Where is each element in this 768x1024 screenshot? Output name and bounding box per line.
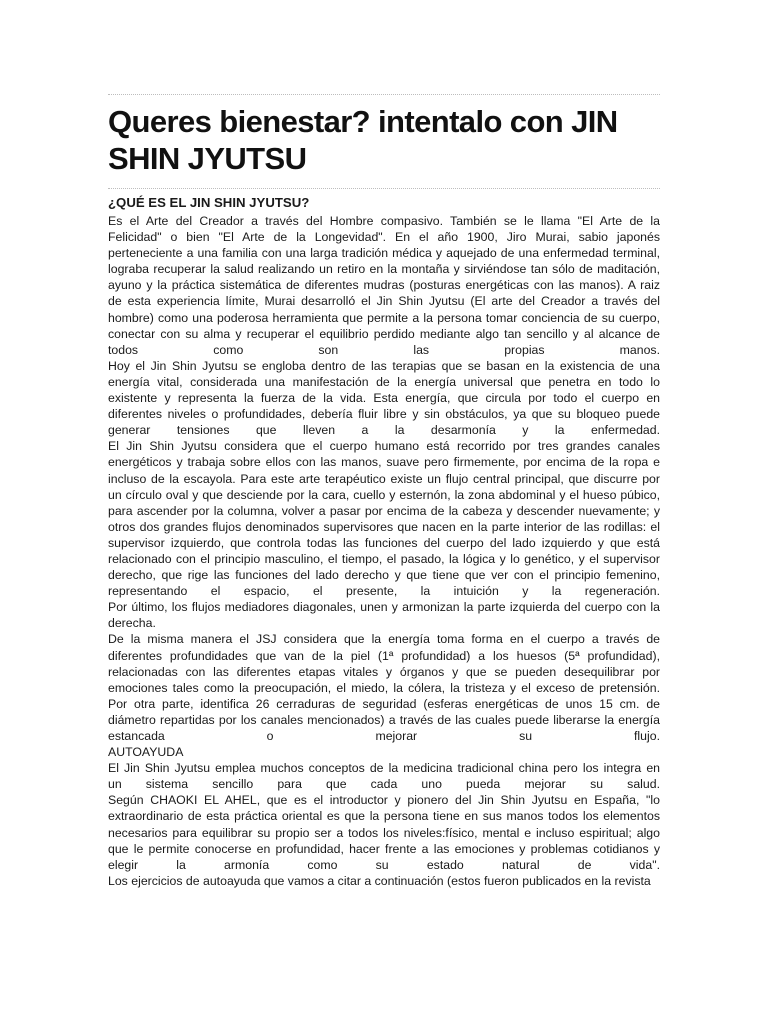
section-heading: ¿QUÉ ES EL JIN SHIN JYUTSU?: [108, 195, 310, 210]
body-line: todos como son las propias manos.: [108, 342, 660, 357]
body-line: generar tensiones que lleven a la desarmonía y la enfermedad.: [108, 423, 660, 438]
body-line: un sistema sencillo para que cada uno pueda mejorar su salud.: [108, 777, 660, 792]
body-line: representando el espacio, el presente, la intuición y la regeneración.: [108, 584, 660, 599]
body-line: elegir la armonía como su estado natural de vida".: [108, 857, 660, 872]
body-line: derecha.: [108, 616, 156, 631]
body-line: un círculo oval y que desciende por la cara, cuello y esternón, la zona abdominal y el hueso púbico,: [108, 487, 660, 502]
body-line: relacionado con el principio masculino, el tiempo, el pasado, la lógica y lo genético, y el supervisor: [108, 551, 660, 566]
article-body: [108, 213, 660, 889]
body-line: lograba recuperar la salud realizando un retiro en la montaña y sirviéndose tan sólo de maditación,: [108, 262, 660, 277]
body-line: Según CHAOKI EL AHEL, que es el introductor y pionero del Jin Shin Jyutsu en España, "lo: [108, 793, 660, 808]
body-line: conectar con su alma y recuperar el equilibrio perdido mediante algo tan sencillo y al alcance de: [108, 326, 660, 341]
body-line: de esta experiencia límite, Murai desarrolló el Jin Shin Jyutsu (El arte del Creador a través del: [108, 294, 660, 309]
body-line: energía vital, considerada una manifestación de la energía universal que penetra en todo lo: [108, 374, 660, 389]
body-line: para ascender por la columna, volver a pasar por encima de la cabeza y descender nuevamente; y: [108, 503, 660, 518]
body-line: perteneciente a una familia con una larga tradición médica y aquejado de una enfermedad terminal,: [108, 246, 660, 261]
body-line: diámetro repartidas por los canales mencionados) a través de las cuales puede liberarse la energía: [108, 712, 660, 727]
body-line: otros dos grandes flujos denominados supervisores que nacen en la parte interior de las rodillas: el: [108, 519, 660, 534]
body-line: Es el Arte del Creador a través del Hombre compasivo. También se le llama "El Arte de la: [108, 214, 660, 228]
body-line: extraordinario de esta práctica oriental es que la persona tiene en sus manos todos los elementos: [108, 809, 660, 824]
body-line: diferentes niveles o profundidades, debería fluir libre y sin obstáculos, ya que su bloqueo puede: [108, 407, 660, 422]
body-line: Hoy el Jin Shin Jyutsu se engloba dentro de las terapias que se basan en la existencia de una: [108, 358, 660, 373]
body-line: El Jin Shin Jyutsu emplea muchos conceptos de la medicina tradicional china pero los integra en: [108, 761, 660, 776]
body-line: Por último, los flujos mediadores diagonales, unen y armonizan la parte izquierda del cuerpo con la: [108, 600, 660, 615]
body-line: estancada o mejorar su flujo.: [108, 729, 660, 743]
body-line: supervisor izquierdo, que controla todas las funciones del cuerpo del lado izquierdo y que está: [108, 535, 660, 550]
body-line: hombre) como una poderosa herramienta que permite a la persona tomar conciencia de su cuerpo,: [108, 310, 660, 325]
body-line: incluso de la escayola. Para este arte terapéutico existe un flujo central principal, que discurre por: [108, 471, 660, 486]
body-line: derecho, que rige las funciones del lado derecho y que tiene que ver con el principio femenino,: [108, 568, 660, 583]
body-line: Los ejercicios de autoayuda que vamos a citar a continuación (estos fueron publicados en la revista: [108, 873, 651, 888]
body-line: emociones tales como la preocupación, el miedo, la cólera, la tristeza y el exceso de pretensión.: [108, 680, 660, 695]
body-line: De la misma manera el JSJ considera que la energía toma forma en el cuerpo a través de: [108, 632, 660, 647]
body-line: diferentes profundidades que van de la piel (1ª profundidad) a los huesos (5ª profundidad),: [108, 648, 660, 663]
article-title: Queres bienestar? intentalo con JIN SHIN JYUTSU: [108, 104, 618, 176]
body-line: Por otra parte, identifica 26 cerraduras de seguridad (esferas energéticas de unos 15 cm. de: [108, 696, 660, 711]
document-page: [108, 0, 660, 889]
title-divider: [108, 188, 660, 189]
body-line: necesarios para equilibrar su propio ser a todos los niveles:físico, mental e incluso espiritual; algo: [108, 825, 660, 840]
top-divider: [108, 94, 660, 95]
body-line: AUTOAYUDA: [108, 745, 184, 760]
body-line: El Jin Shin Jyutsu considera que el cuerpo humano está recorrido por tres grandes canales: [108, 439, 660, 454]
body-line: energéticos y trabaja sobre ellos con las manos, suave pero firmemente, por encima de la ropa e: [108, 455, 660, 470]
body-line: existente y representa la fuerza de la vida. Esta energía, que circula por todo el cuerpo en: [108, 391, 660, 406]
body-line: relacionadas con las diferentes etapas vitales y órganos y que se pueden desequilibrar por: [108, 664, 660, 679]
body-line: Felicidad" o bien "El Arte de la Longevidad". En el año 1900, Jiro Murai, sabio japonés: [108, 230, 660, 245]
body-line: que le permite conocerse en profundidad, hacer frente a las emociones y problemas cotidianos y: [108, 841, 660, 856]
body-line: ayuno y la práctica sistemática de diferentes mudras (posturas energéticas con las manos). A raiz: [108, 278, 660, 293]
